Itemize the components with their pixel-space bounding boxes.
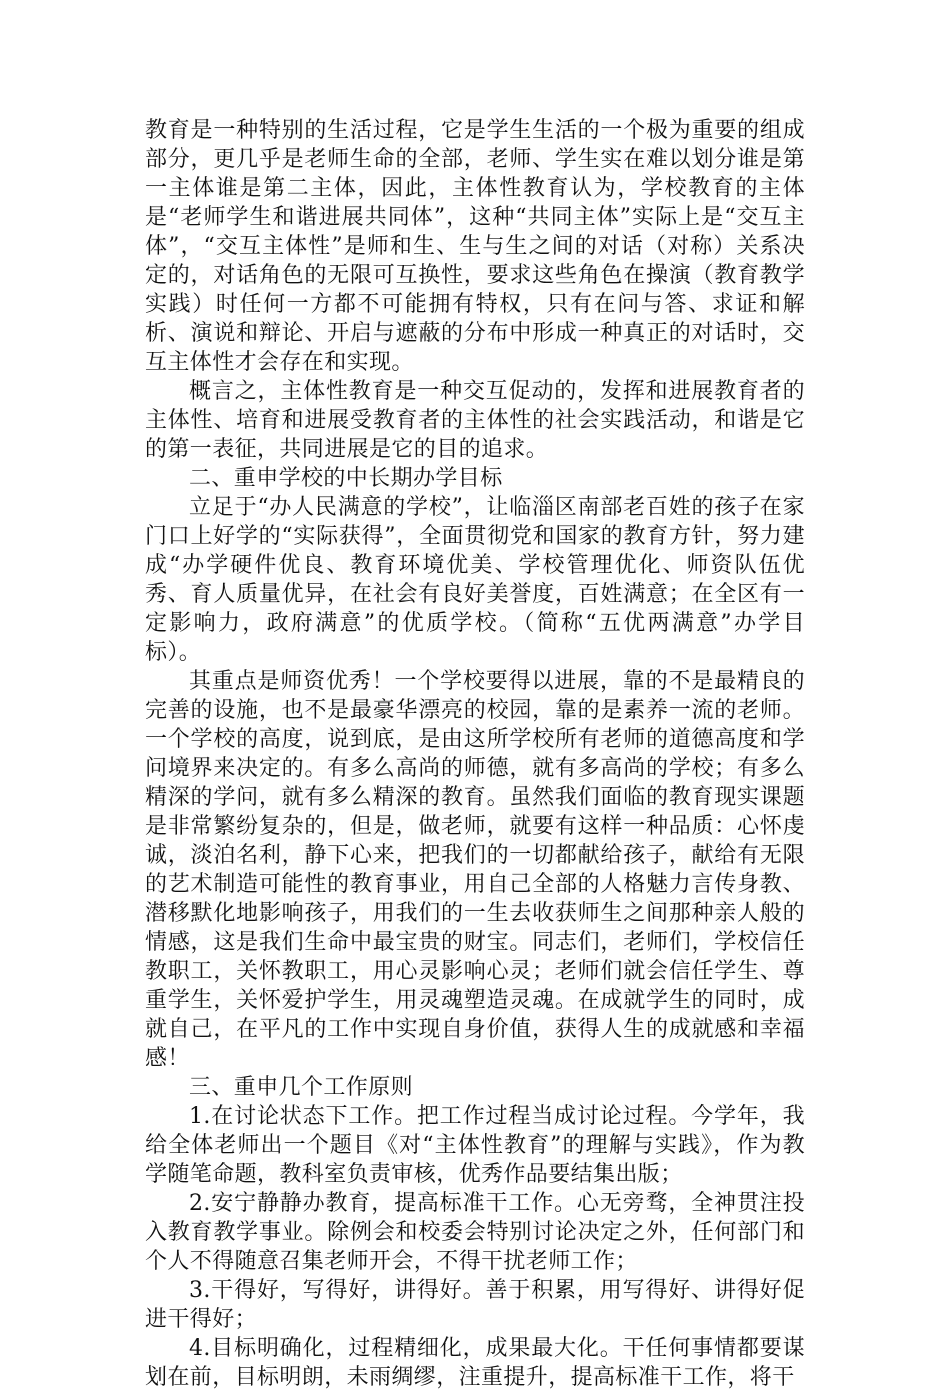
section-heading-principles: 三、重申几个工作原则 xyxy=(189,1075,414,1100)
list-item-principle-2: 2.安宁静静办教育，提高标准干工作。心无旁骛，全神贯注投入教育教学事业。除例会和校委会特别讨论决定之外，任何部门和个人不得随意召集老师开会，不得干扰老师工作； xyxy=(145,1191,805,1274)
section-heading-goals: 二、重申学校的中长期办学目标 xyxy=(189,466,503,491)
paragraph-summary: 概言之，主体性教育是一种交互促动的，发挥和进展教育者的主体性、培育和进展受教育者的主体性的社会实践活动，和谐是它的第一表征，共同进展是它的目的追求。 xyxy=(145,379,805,462)
paragraph-teacher-quality: 其重点是师资优秀！一个学校要得以进展，靠的不是最精良的完善的设施，也不是最豪华漂亮的校园，靠的是素养一流的老师。一个学校的高度，说到底，是由这所学校所有老师的道德高度和学问境界来决定的。有多么高尚的师德，就有多高尚的学校；有多么精深的学问，就有多么精深的教育。虽然我们面临的教育现实课题是非常繁纷复杂的，但是，做老师，就要有这样一种品质：心怀虔诚，淡泊名利，静下心来，把我们的一切都献给孩子，献给有无限的艺术制造可能性的教育事业，用自己全部的人格魅力言传身教、潜移默化地影响孩子，用我们的一生去收获师生之间那种亲人般的情感，这是我们生命中最宝贵的财宝。同志们，老师们，学校信任教职工，关怀教职工，用心灵影响心灵；老师们就会信任学生、尊重学生，关怀爱护学生，用灵魂塑造灵魂。在成就学生的同时，成就自己，在平凡的工作中实现自身价值，获得人生的成就感和幸福感！ xyxy=(145,669,805,1071)
list-item-principle-4: 4.目标明确化，过程精细化，成果最大化。干任何事情都要谋划在前，目标明朗，未雨绸缪，注重提升，提高标准干工作，将干 xyxy=(145,1336,805,1390)
document-body xyxy=(145,116,805,1392)
list-item-principle-3: 3.干得好，写得好，讲得好。善于积累，用写得好、讲得好促进干得好； xyxy=(145,1278,805,1332)
list-item-principle-1: 1.在讨论状态下工作。把工作过程当成讨论过程。今学年，我给全体老师出一个题目《对“主体性教育”的理解与实践》，作为教学随笔命题，教科室负责审核，优秀作品要结集出版； xyxy=(145,1104,805,1187)
paragraph-goals: 立足于“办人民满意的学校”，让临淄区南部老百姓的孩子在家门口上好学的“实际获得”，全面贯彻党和国家的教育方针，努力建成“办学硬件优良、教育环境优美、学校管理优化、师资队伍优秀、育人质量优异，在社会有良好美誉度，百姓满意；在全区有一定影响力，政府满意”的优质学校。（简称“五优两满意”办学目标）。 xyxy=(145,495,805,665)
paragraph-subject-education: 教育是一种特别的生活过程，它是学生生活的一个极为重要的组成部分，更几乎是老师生命的全部，老师、学生实在难以划分谁是第一主体谁是第二主体，因此，主体性教育认为，学校教育的主体是“老师学生和谐进展共同体”，这种“共同主体”实际上是“交互主体”，“交互主体性”是师和生、生与生之间的对话（对称）关系决定的，对话角色的无限可互换性，要求这些角色在操演（教育教学实践）时任何一方都不可能拥有特权，只有在问与答、求证和解析、演说和辩论、开启与遮蔽的分布中形成一种真正的对话时，交互主体性才会存在和实现。 xyxy=(145,118,805,375)
